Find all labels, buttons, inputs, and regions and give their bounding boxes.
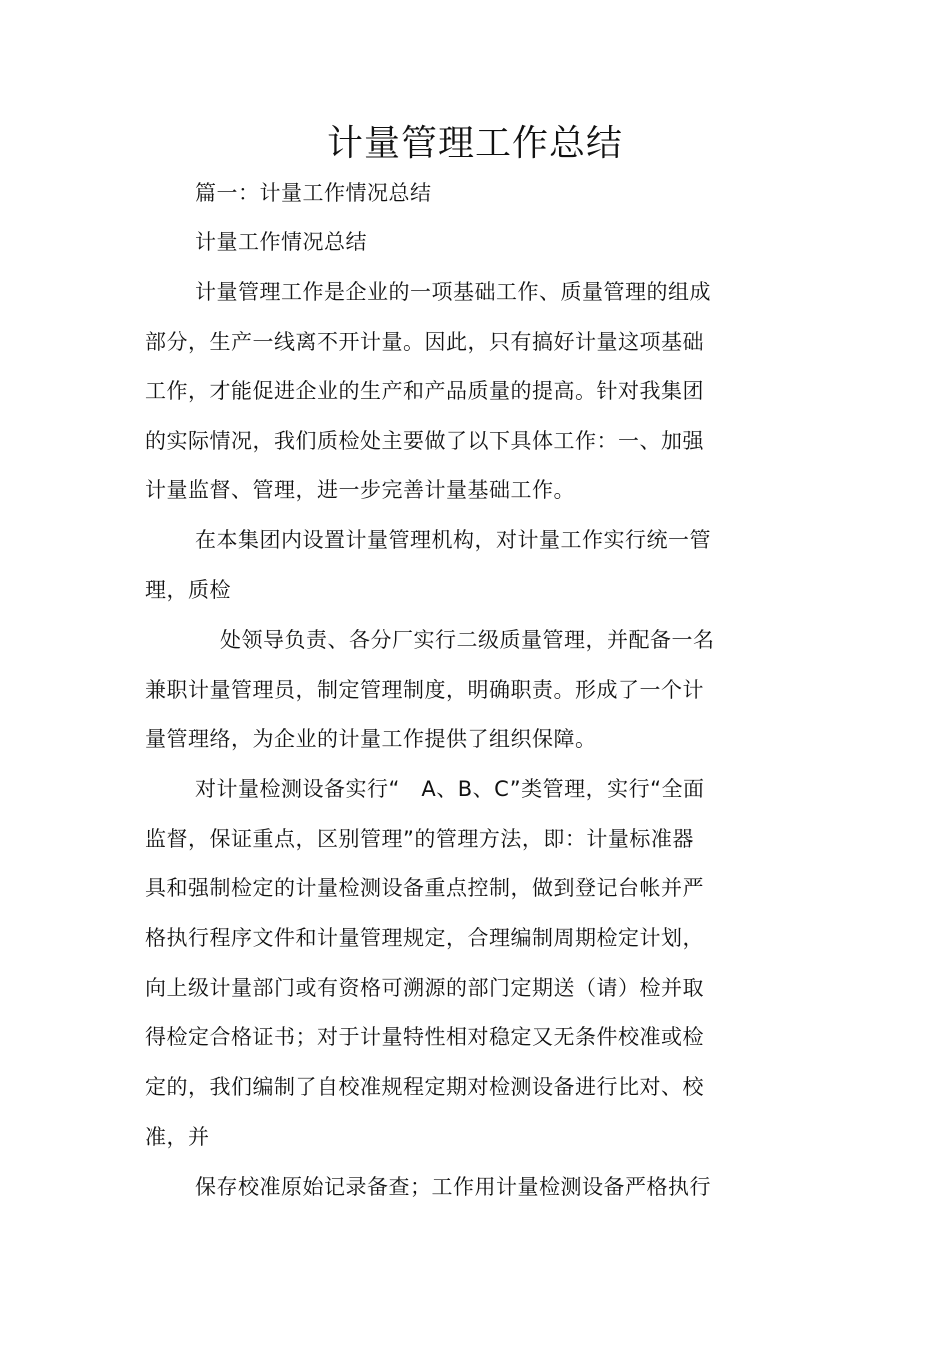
paragraph-line: 工作，才能促进企业的生产和产品质量的提高。针对我集团 — [145, 379, 704, 403]
paragraph-line: 计量监督、管理，进一步完善计量基础工作。 — [145, 478, 575, 502]
paragraph-line: 格执行程序文件和计量管理规定，合理编制周期检定计划， — [145, 926, 704, 950]
subsection-heading: 计量工作情况总结 — [195, 230, 367, 254]
paragraph-line: 定的，我们编制了自校准规程定期对检测设备进行比对、校 — [145, 1075, 704, 1099]
paragraph-line: 的实际情况，我们质检处主要做了以下具体工作：一、加强 — [145, 429, 704, 453]
paragraph-line: 处领导负责、各分厂实行二级质量管理，并配备一名 — [220, 628, 715, 652]
paragraph-line: 理，质检 — [145, 578, 231, 602]
paragraph-line: 得检定合格证书；对于计量特性相对稳定又无条件校准或检 — [145, 1025, 704, 1049]
paragraph-line: 部分，生产一线离不开计量。因此，只有搞好计量这项基础 — [145, 330, 704, 354]
paragraph-line: 保存校准原始记录备查；工作用计量检测设备严格执行 — [195, 1175, 711, 1199]
paragraph-line: 计量管理工作是企业的一项基础工作、质量管理的组成 — [195, 280, 711, 304]
paragraph-line: 对计量检测设备实行“ A、B、C”类管理，实行“全面 — [195, 777, 705, 801]
paragraph-line: 向上级计量部门或有资格可溯源的部门定期送（请）检并取 — [145, 976, 704, 1000]
document-title: 计量管理工作总结 — [326, 123, 623, 164]
paragraph-line: 兼职计量管理员，制定管理制度，明确职责。形成了一个计 — [145, 678, 704, 702]
section-heading: 篇一：计量工作情况总结 — [195, 181, 432, 205]
paragraph-line: 监督，保证重点，区别管理”的管理方法，即：计量标准器 — [145, 827, 694, 851]
paragraph-line: 具和强制检定的计量检测设备重点控制，做到登记台帐并严 — [145, 876, 704, 900]
paragraph-line: 准，并 — [145, 1125, 210, 1149]
paragraph-line: 量管理络，为企业的计量工作提供了组织保障。 — [145, 727, 597, 751]
paragraph-line: 在本集团内设置计量管理机构，对计量工作实行统一管 — [195, 528, 711, 552]
